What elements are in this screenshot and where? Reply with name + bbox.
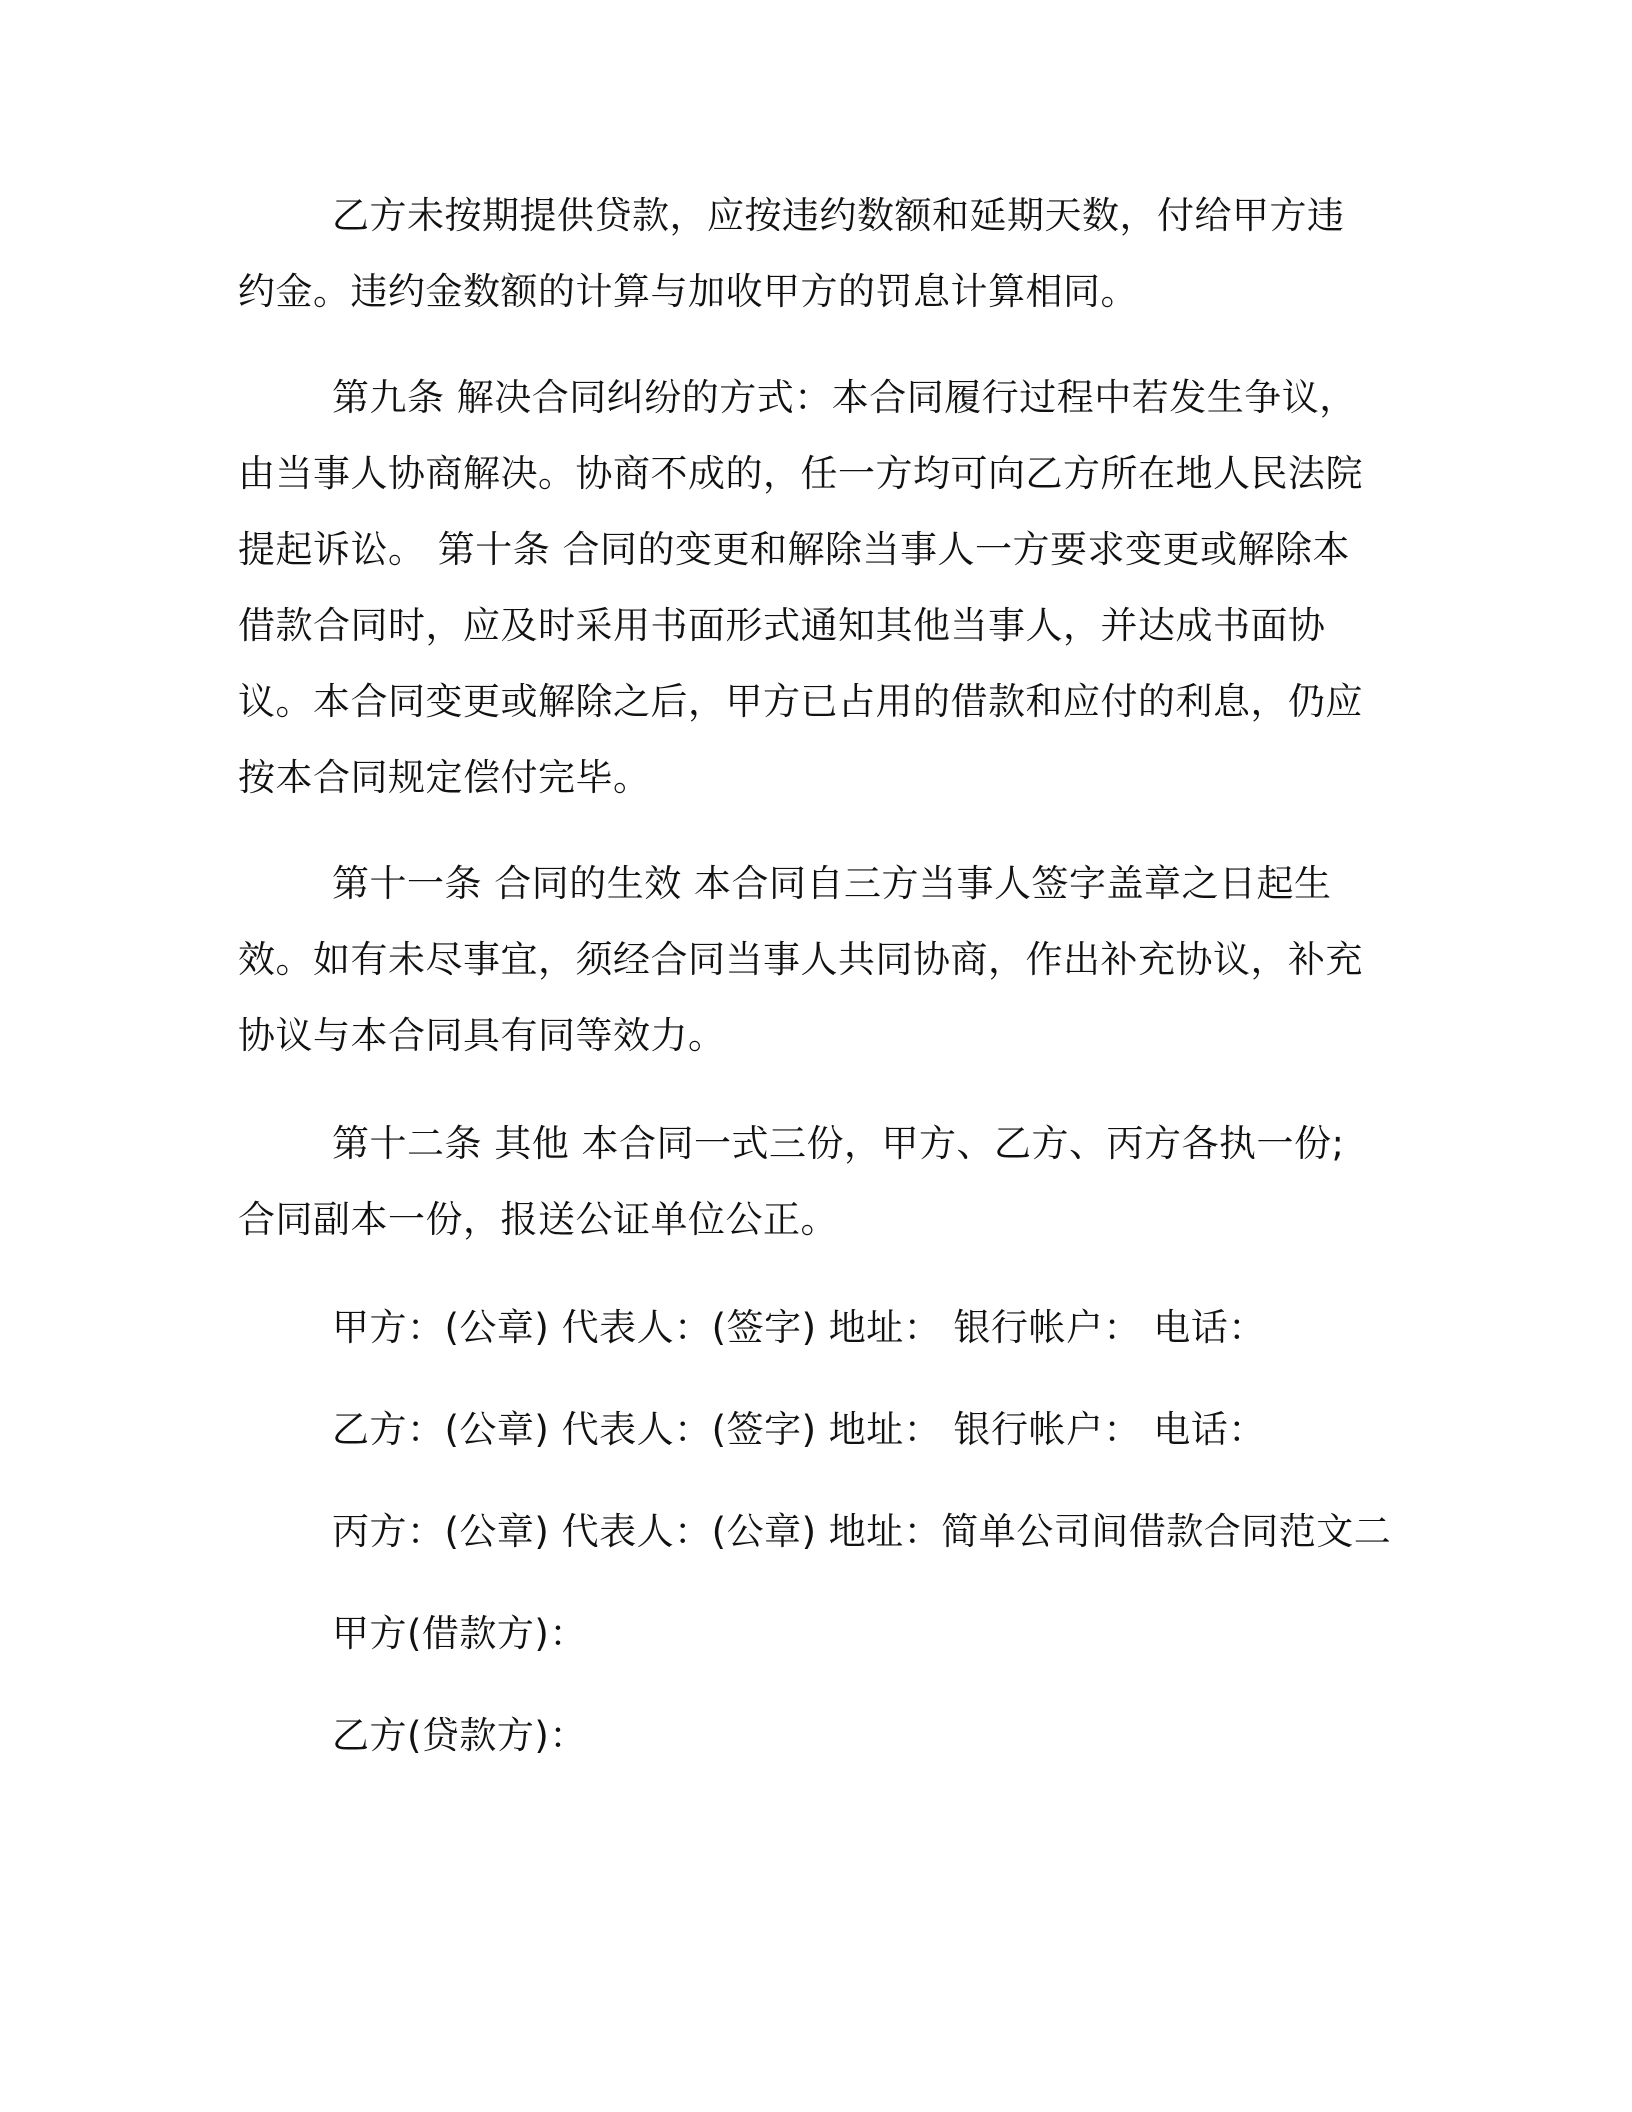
paragraph-penalty: 乙方未按期提供贷款，应按违约数额和延期天数，付给甲方违约金。违约金数额的计算与加收甲方的罚息计算相同。: [238, 194, 1345, 313]
paragraph-article-11: 第十一条 合同的生效 本合同自三方当事人签字盖章之日起生效。如有未尽事宜，须经合同当事人共同协商，作出补充协议，补充协议与本合同具有同等效力。: [238, 862, 1363, 1057]
borrower-line: 甲方(借款方)：: [332, 1612, 587, 1655]
paragraph-article-12: 第十二条 其他 本合同一式三份，甲方、乙方、丙方各执一份;合同副本一份，报送公证单位公正。: [238, 1122, 1345, 1241]
signature-line-party-a: 甲方：(公章) 代表人：(签字) 地址： 银行帐户： 电话：: [332, 1306, 1266, 1349]
signature-line-party-b: 乙方：(公章) 代表人：(签字) 地址： 银行帐户： 电话：: [332, 1408, 1266, 1451]
signature-line-party-c: 丙方：(公章) 代表人：(公章) 地址：简单公司间借款合同范文二: [332, 1510, 1392, 1553]
paragraph-article-9-10: 第九条 解决合同纠纷的方式：本合同履行过程中若发生争议，由当事人协商解决。协商不成的，任一方均可向乙方所在地人民法院提起诉讼。 第十条 合同的变更和解除当事人一方要求变更或解除本借款合同时，应及时采用书面形式通知其他当事人，并达成书面协议。本合同变更或解除之后，甲方已占用的借款和应付的利息，仍应按本合同规定偿付完毕。: [238, 376, 1363, 799]
lender-line: 乙方(贷款方)：: [332, 1714, 587, 1757]
